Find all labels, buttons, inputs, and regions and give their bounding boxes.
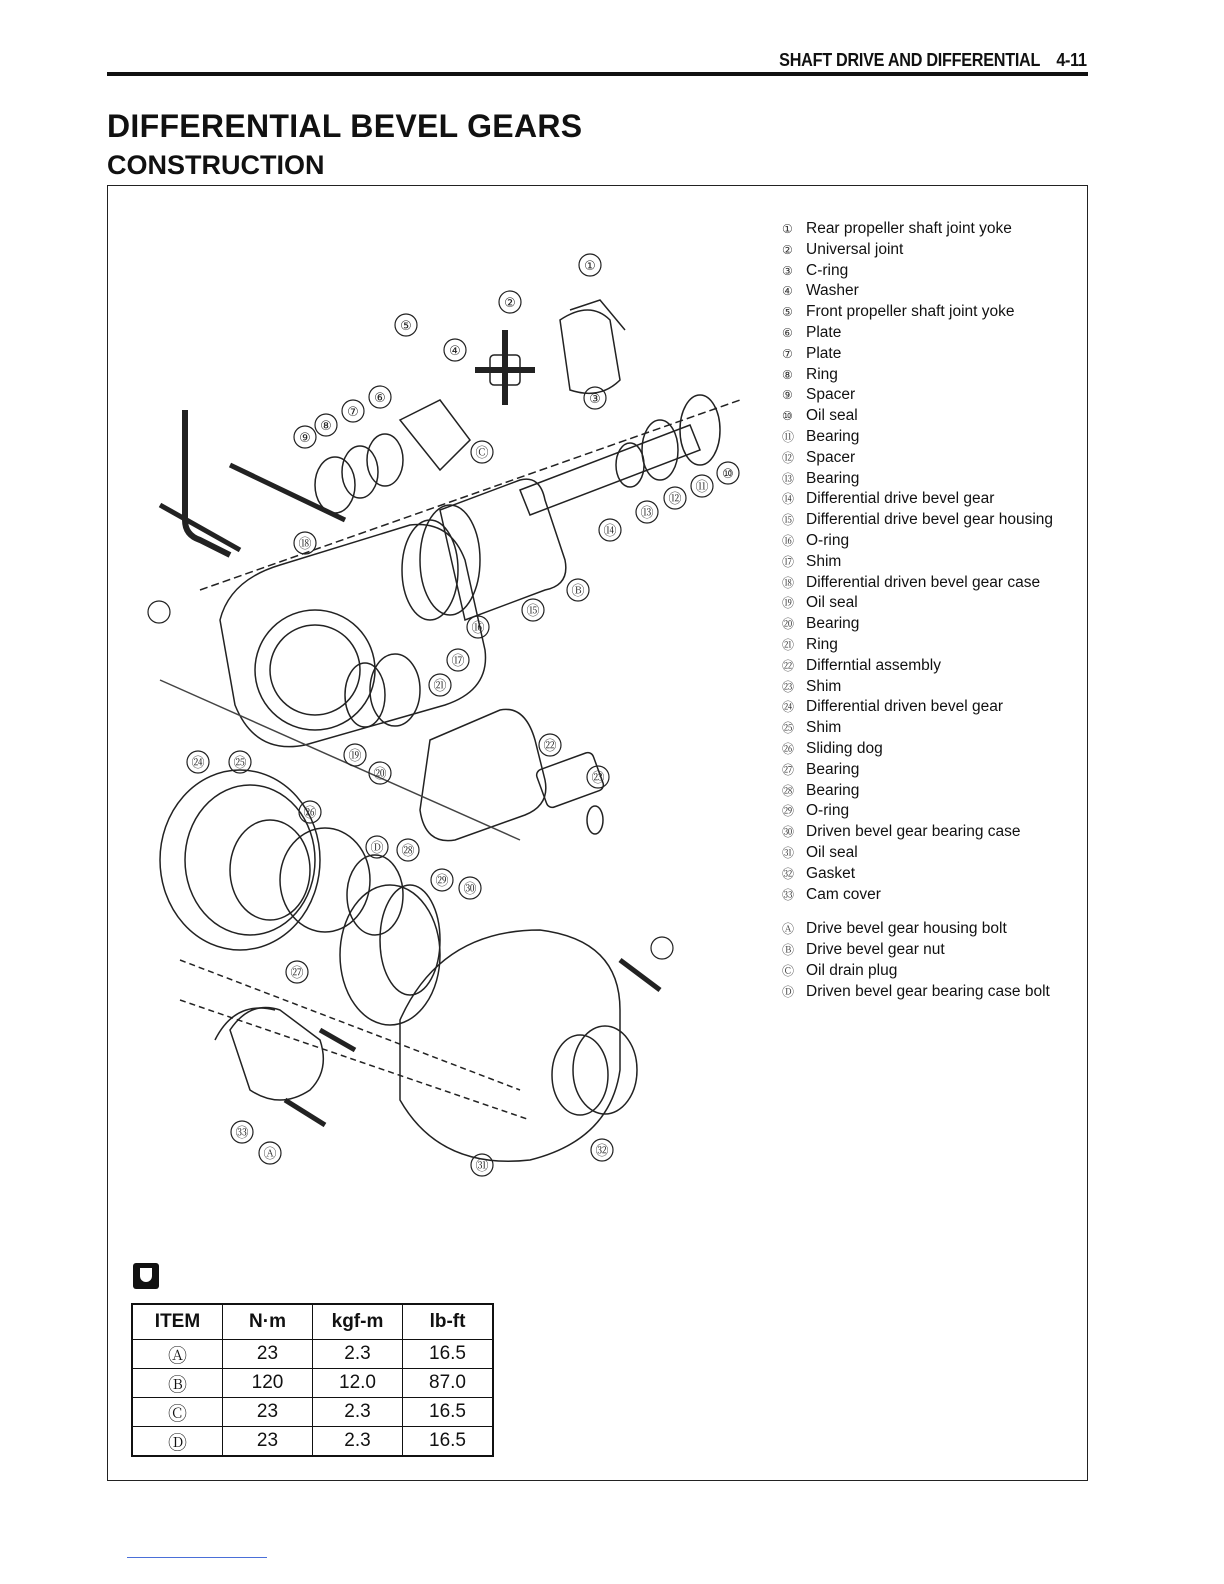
legend-label: Shim — [806, 719, 842, 737]
legend-label: Differential drive bevel gear housing — [806, 511, 1054, 529]
legend-item — [782, 822, 1053, 843]
diagram-callout: ㉔ — [191, 756, 205, 771]
legend-item — [782, 656, 1053, 677]
fastener-item — [782, 982, 1053, 1003]
diagram-callout: ⑰ — [451, 654, 465, 669]
fastener-item — [782, 961, 1053, 982]
diagram-callout: ① — [584, 259, 596, 274]
legend-number: ⑭ — [782, 492, 795, 507]
column-header: kgf-m — [313, 1304, 403, 1340]
legend-item — [782, 739, 1053, 760]
diagram-callout: ㉘ — [401, 844, 415, 859]
legend-label: Bearing — [806, 781, 860, 799]
legend-label: Washer — [806, 282, 859, 300]
legend-spacer — [782, 905, 1053, 919]
torque-spec-table — [131, 1303, 494, 1457]
legend-label: Bearing — [806, 760, 860, 778]
diagram-callout: ㉙ — [435, 874, 449, 889]
legend-number: ⑳ — [782, 617, 795, 632]
legend-item — [782, 552, 1053, 573]
legend-label: Shim — [806, 677, 842, 695]
legend-label: Front propeller shaft joint yoke — [806, 303, 1015, 321]
table-row — [132, 1427, 493, 1457]
legend-item — [782, 240, 1053, 261]
table-cell: 12.0 — [313, 1369, 403, 1398]
diagram-callout: ③ — [589, 392, 601, 407]
table-header-row — [132, 1304, 493, 1340]
legend-item — [782, 427, 1053, 448]
legend-number: ㉓ — [782, 679, 795, 694]
legend-label: Bearing — [806, 427, 860, 445]
legend-label: Differential driven bevel gear — [806, 698, 1004, 716]
legend-number: ㉔ — [782, 700, 795, 715]
diagram-callout: ⑳ — [373, 767, 387, 782]
legend-number: ⑩ — [782, 409, 793, 424]
legend-number: ⑤ — [782, 305, 793, 320]
legend-label: Spacer — [806, 448, 856, 466]
legend-item — [782, 448, 1053, 469]
legend-number: ⑫ — [782, 450, 795, 465]
legend-number: ⑰ — [782, 554, 795, 569]
legend-item — [782, 531, 1053, 552]
diagram-callout: ㉖ — [303, 806, 317, 821]
legend-label: Oil seal — [806, 594, 858, 612]
table-cell: 16.5 — [403, 1398, 494, 1427]
legend-item — [782, 635, 1053, 656]
legend-label: Bearing — [806, 469, 860, 487]
table-cell: 23 — [223, 1340, 313, 1369]
diagram-callout: ⑥ — [374, 391, 386, 406]
table-cell: 2.3 — [313, 1398, 403, 1427]
legend-item — [782, 781, 1053, 802]
legend-item — [782, 365, 1053, 386]
diagram-callout: ④ — [449, 344, 461, 359]
legend-label: O-ring — [806, 531, 850, 549]
section-subtitle: CONSTRUCTION — [107, 150, 325, 180]
legend-number: ㉙ — [782, 804, 795, 819]
legend-number: ㉝ — [782, 887, 795, 902]
legend-number: Ⓒ — [782, 963, 795, 978]
table-row — [132, 1398, 493, 1427]
legend-number: ⑬ — [782, 471, 795, 486]
table-cell: 87.0 — [403, 1369, 494, 1398]
legend-number: ⑮ — [782, 513, 795, 528]
diagram-callout: ⑮ — [526, 604, 540, 619]
legend-number: Ⓑ — [782, 943, 795, 958]
legend-label: O-ring — [806, 802, 850, 820]
diagram-callout: ⑨ — [299, 431, 311, 446]
legend-number: ㉑ — [782, 637, 795, 652]
legend-item — [782, 801, 1053, 822]
legend-label: Plate — [806, 323, 842, 341]
legend-item — [782, 697, 1053, 718]
header-page-number: 4-11 — [1056, 50, 1087, 70]
diagram-callout: Ⓑ — [571, 584, 585, 599]
legend-item — [782, 489, 1053, 510]
fastener-item — [782, 940, 1053, 961]
legend-item — [782, 510, 1053, 531]
diagram-callout: Ⓓ — [370, 841, 384, 856]
legend-item — [782, 219, 1053, 240]
column-header: lb-ft — [403, 1304, 494, 1340]
footer-rule — [127, 1557, 267, 1558]
legend-number: ㉗ — [782, 762, 795, 777]
legend-label: Oil seal — [806, 843, 858, 861]
table-cell: Ⓑ — [132, 1369, 223, 1398]
diagram-callout: ㉓ — [591, 771, 605, 786]
diagram-callout: ㉛ — [475, 1159, 489, 1174]
legend-label: Spacer — [806, 386, 856, 404]
legend-item — [782, 323, 1053, 344]
column-header: N·m — [223, 1304, 313, 1340]
table-row — [132, 1369, 493, 1398]
page-title: DIFFERENTIAL BEVEL GEARS — [107, 108, 583, 144]
header-section: SHAFT DRIVE AND DIFFERENTIAL — [779, 50, 1041, 70]
legend-label: Oil drain plug — [806, 961, 898, 979]
diagram-callout: ⑪ — [695, 480, 709, 495]
diagram-callout: ㉑ — [433, 679, 447, 694]
legend-number: ① — [782, 222, 793, 236]
legend-item — [782, 718, 1053, 739]
legend-label: Differntial assembly — [806, 656, 941, 674]
legend-label: Ring — [806, 365, 838, 383]
table-cell: 2.3 — [313, 1427, 403, 1457]
diagram-callout: ② — [504, 296, 516, 311]
legend-item — [782, 614, 1053, 635]
table-cell: Ⓒ — [132, 1398, 223, 1427]
legend-label: Differential driven bevel gear case — [806, 573, 1041, 591]
table-cell: 16.5 — [403, 1340, 494, 1369]
legend-number: ⑯ — [782, 533, 795, 548]
legend-item — [782, 864, 1053, 885]
legend-item — [782, 302, 1053, 323]
diagram-callout: ⑫ — [668, 492, 682, 507]
legend-label: Ring — [806, 635, 838, 653]
legend-label: Differential drive bevel gear — [806, 490, 995, 508]
legend-label: Plate — [806, 344, 842, 362]
legend-number: ⑨ — [782, 388, 793, 403]
legend-label: Bearing — [806, 615, 860, 633]
diagram-callout: ⑯ — [471, 621, 485, 636]
diagram-callout: ㉗ — [290, 966, 304, 981]
legend-item — [782, 677, 1053, 698]
table-cell: 16.5 — [403, 1427, 494, 1457]
torque-wrench-icon — [133, 1263, 159, 1289]
legend-number: ④ — [782, 284, 793, 299]
exploded-view-diagram — [140, 240, 760, 1200]
legend-number: ② — [782, 242, 793, 257]
column-header: ITEM — [132, 1304, 223, 1340]
legend-item — [782, 593, 1053, 614]
diagram-callout: Ⓒ — [475, 446, 489, 461]
table-cell: 23 — [223, 1398, 313, 1427]
legend-number: Ⓓ — [782, 984, 795, 999]
legend-label: Universal joint — [806, 240, 904, 258]
table-cell: 2.3 — [313, 1340, 403, 1369]
legend-number: ㉖ — [782, 741, 795, 756]
legend-label: Sliding dog — [806, 739, 883, 757]
table-cell: 120 — [223, 1369, 313, 1398]
fastener-item — [782, 919, 1053, 940]
legend-number: ㉛ — [782, 845, 795, 860]
legend-label: Cam cover — [806, 885, 881, 903]
legend-number: ㉚ — [782, 825, 795, 840]
table-cell: 23 — [223, 1427, 313, 1457]
legend-label: Oil seal — [806, 407, 858, 425]
legend-item — [782, 885, 1053, 906]
legend-label: Drive bevel gear nut — [806, 941, 945, 959]
table-cell: Ⓐ — [132, 1340, 223, 1369]
table-cell: Ⓓ — [132, 1427, 223, 1457]
diagram-callout: ㉚ — [463, 882, 477, 897]
legend-label: Driven bevel gear bearing case — [806, 823, 1021, 841]
header-rule — [107, 72, 1088, 76]
legend-item — [782, 843, 1053, 864]
diagram-callout: ㉜ — [595, 1144, 609, 1159]
diagram-callout: ⑲ — [348, 749, 362, 764]
legend-item — [782, 573, 1053, 594]
legend-label: C-ring — [806, 261, 849, 279]
legend-item — [782, 344, 1053, 365]
legend-number: ⑧ — [782, 367, 793, 382]
diagram-callout: ㉒ — [543, 739, 557, 754]
diagram-callout: ⑤ — [400, 319, 412, 334]
diagram-callout: ⑧ — [320, 419, 332, 434]
legend-label: Driven bevel gear bearing case bolt — [806, 982, 1050, 1000]
legend-number: ㉜ — [782, 866, 795, 881]
legend-label: Rear propeller shaft joint yoke — [806, 220, 1012, 237]
diagram-callout: ⑱ — [298, 537, 312, 552]
running-header — [779, 50, 1087, 71]
diagram-callout: Ⓐ — [263, 1147, 277, 1162]
legend-number: ⑥ — [782, 325, 793, 340]
legend-number: ⑱ — [782, 575, 795, 590]
legend-number: ㉘ — [782, 783, 795, 798]
legend-number: ⑦ — [782, 346, 793, 361]
diagram-callout: ⑦ — [347, 405, 359, 420]
table-row — [132, 1340, 493, 1369]
diagram-callout: ⑬ — [640, 506, 654, 521]
diagram-callout: ㉕ — [233, 756, 247, 771]
legend-item — [782, 281, 1053, 302]
legend-item — [782, 760, 1053, 781]
parts-legend — [782, 219, 1053, 1002]
legend-item — [782, 385, 1053, 406]
legend-label: Shim — [806, 552, 842, 570]
legend-number: ⑲ — [782, 596, 795, 611]
diagram-callout: ㉝ — [235, 1126, 249, 1141]
legend-number: ㉕ — [782, 721, 795, 736]
legend-number: Ⓐ — [782, 922, 795, 937]
legend-item — [782, 261, 1053, 282]
legend-label: Drive bevel gear housing bolt — [806, 920, 1007, 938]
diagram-callout: ⑩ — [722, 467, 734, 482]
legend-number: ㉒ — [782, 658, 795, 673]
legend-item — [782, 406, 1053, 427]
legend-number: ③ — [782, 263, 793, 278]
legend-label: Gasket — [806, 864, 856, 882]
legend-number: ⑪ — [782, 429, 795, 444]
diagram-callout: ⑭ — [603, 524, 617, 539]
legend-item — [782, 469, 1053, 490]
